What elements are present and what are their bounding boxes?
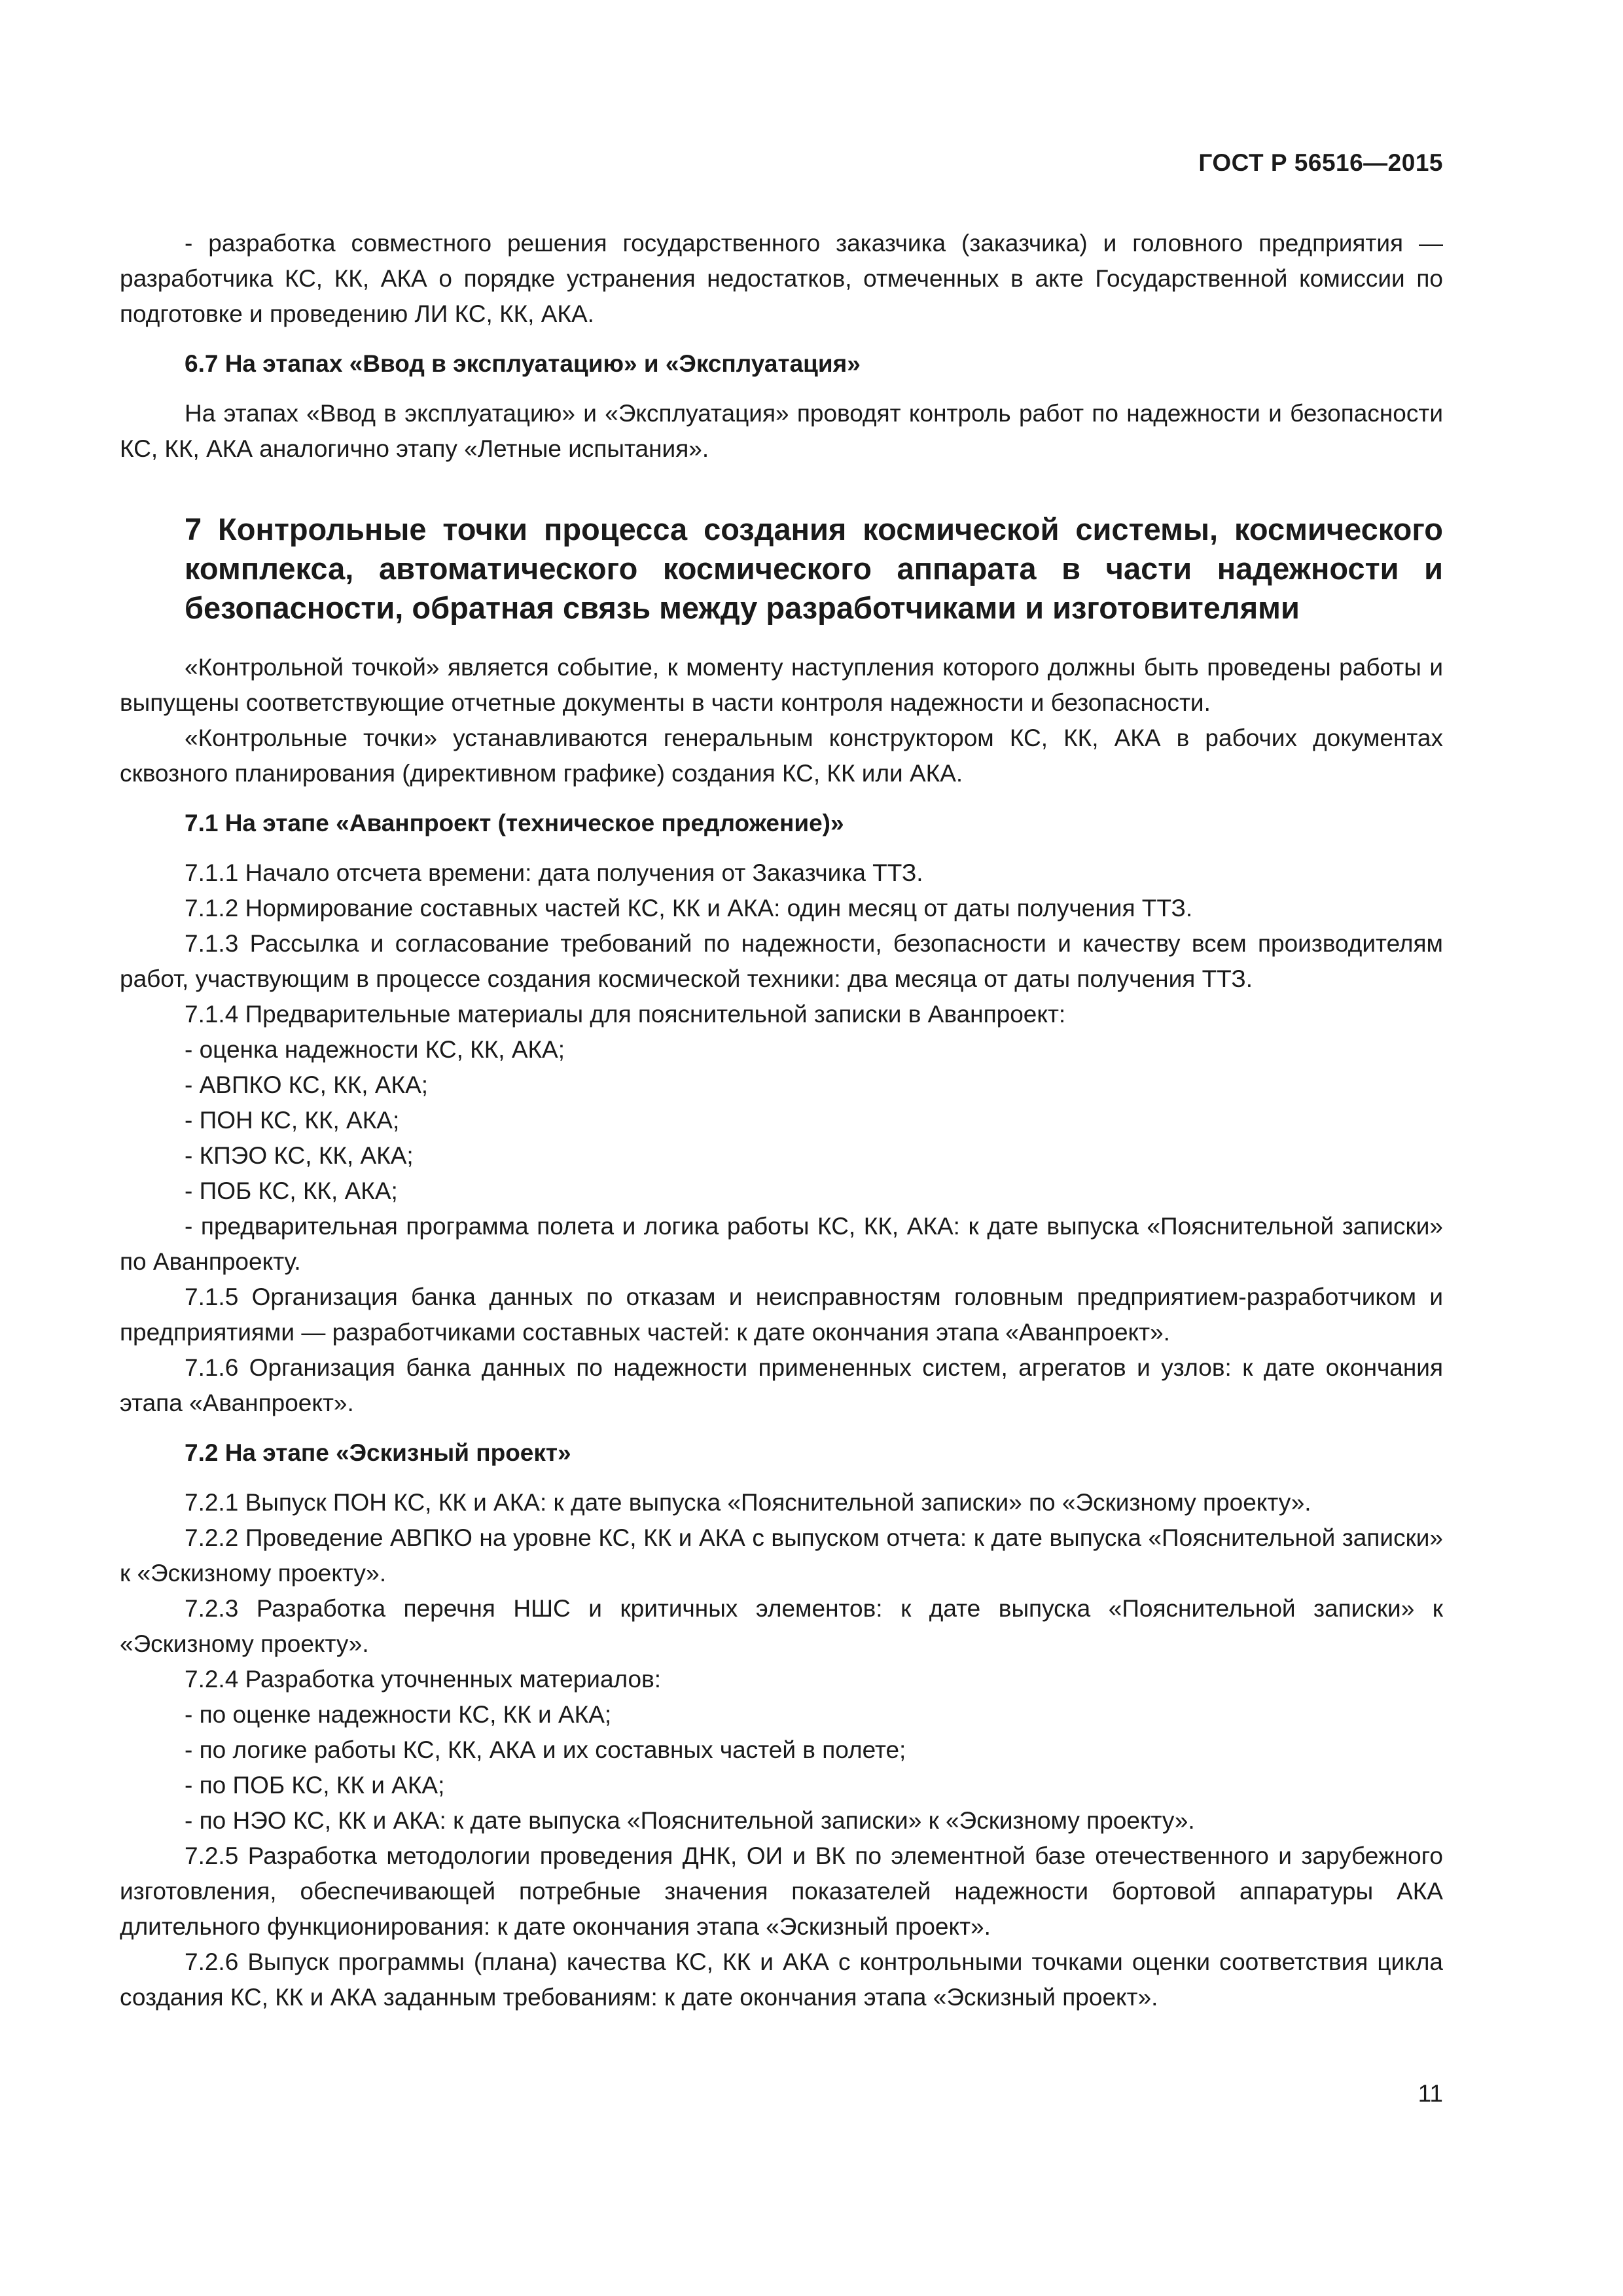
list-item-7-2-4: - по логике работы КС, КК, АКА и их составных частей в полете; [185,1736,906,1763]
paragraph-7-2-3: 7.2.3 Разработка перечня НШС и критичных элементов: к дате выпуска «Пояснительной записки» к «Эскизному проекту». [120,1595,1443,1657]
paragraph-7-2-5: 7.2.5 Разработка методологии проведения ДНК, ОИ и ВК по элементной базе отечественного и зарубежного изготовления, обеспечивающей потребные значения показателей надежности бортовой аппаратуры АКА длительного функционирования: к дате окончания этапа «Эскизный проект». [120,1842,1443,1940]
document-body [120,226,1443,2015]
list-item-7-1-4: - предварительная программа полета и логика работы КС, КК, АКА: к дате выпуска «Пояснительной записки» по Аванпроекту. [120,1213,1443,1275]
paragraph-7-2-1: 7.2.1 Выпуск ПОН КС, КК и АКА: к дате выпуска «Пояснительной записки» по «Эскизному проекту». [185,1489,1311,1516]
list-item-7-1-4: - ПОБ КС, КК, АКА; [185,1177,398,1204]
paragraph-7-1-5: 7.1.5 Организация банка данных по отказам и неисправностям головным предприятием-разработчиком и предприятиями — разработчиками составных частей: к дате окончания этапа «Аванпроект». [120,1283,1443,1346]
paragraph-7-2-6: 7.2.6 Выпуск программы (плана) качества КС, КК и АКА с контрольными точками оценки соответствия цикла создания КС, КК и АКА заданным требованиям: к дате окончания этапа «Эскизный проект». [120,1948,1443,2011]
list-item-7-1-4: - ПОН КС, КК, АКА; [185,1107,400,1134]
list-item-7-2-4: - по оценке надежности КС, КК и АКА; [185,1701,612,1728]
section-heading-6-7: 6.7 На этапах «Ввод в эксплуатацию» и «Эксплуатация» [185,350,861,377]
paragraph-7-1-3: 7.1.3 Рассылка и согласование требований по надежности, безопасности и качеству всем производителям работ, участвующим в процессе создания космической техники: два месяца от даты получения ТТЗ. [120,930,1443,992]
paragraph-7-1-1: 7.1.1 Начало отсчета времени: дата получения от Заказчика ТТЗ. [185,859,923,886]
section-heading-7-1: 7.1 На этапе «Аванпроект (техническое предложение)» [185,810,844,836]
section-heading-7: 7 Контрольные точки процесса создания космической системы, космического комплекса, автоматического космического аппарата в части надежности и безопасности, обратная связь между разработчиками и изготовителями [185,512,1443,625]
list-item-7-1-4: - АВПКО КС, КК, АКА; [185,1071,429,1098]
list-item-7-2-4: - по НЭО КС, КК и АКА: к дате выпуска «Пояснительной записки» к «Эскизному проекту». [185,1807,1195,1834]
paragraph-7-a: «Контрольной точкой» является событие, к моменту наступления которого должны быть проведены работы и выпущены соответствующие отчетные документы в части контроля надежности и безопасности. [120,654,1443,716]
list-item-7-1-4: - оценка надежности КС, КК, АКА; [185,1036,565,1063]
paragraph-7-2-2: 7.2.2 Проведение АВПКО на уровне КС, КК и АКА с выпуском отчета: к дате выпуска «Пояснительной записки» к «Эскизному проекту». [120,1524,1443,1587]
list-item-7-1-4: - КПЭО КС, КК, АКА; [185,1142,414,1169]
paragraph-7-1-2: 7.1.2 Нормирование составных частей КС, КК и АКА: один месяц от даты получения ТТЗ. [185,895,1193,922]
paragraph-7-2-4: 7.2.4 Разработка уточненных материалов: [185,1666,662,1693]
paragraph-6-7: На этапах «Ввод в эксплуатацию» и «Эксплуатация» проводят контроль работ по надежности и безопасности КС, КК, АКА аналогично этапу «Летные испытания». [120,400,1443,462]
paragraph-7-1-4: 7.1.4 Предварительные материалы для пояснительной записки в Аванпроект: [185,1001,1066,1028]
document-code-header: ГОСТ Р 56516—2015 [1198,149,1443,176]
list-item-7-2-4: - по ПОБ КС, КК и АКА; [185,1772,445,1799]
paragraph-7-1-6: 7.1.6 Организация банка данных по надежности примененных систем, агрегатов и узлов: к дате окончания этапа «Аванпроект». [120,1354,1443,1416]
page-number: 11 [1418,2080,1443,2107]
section-heading-7-2: 7.2 На этапе «Эскизный проект» [185,1439,571,1466]
paragraph-intro: - разработка совместного решения государственного заказчика (заказчика) и головного предприятия — разработчика КС, КК, АКА о порядке устранения недостатков, отмеченных в акте Государственной комиссии по подготовке и проведению ЛИ КС, КК, АКА. [120,230,1443,327]
paragraph-7-b: «Контрольные точки» устанавливаются генеральным конструктором КС, КК, АКА в рабочих документах сквозного планирования (директивном графике) создания КС, КК или АКА. [120,725,1443,787]
